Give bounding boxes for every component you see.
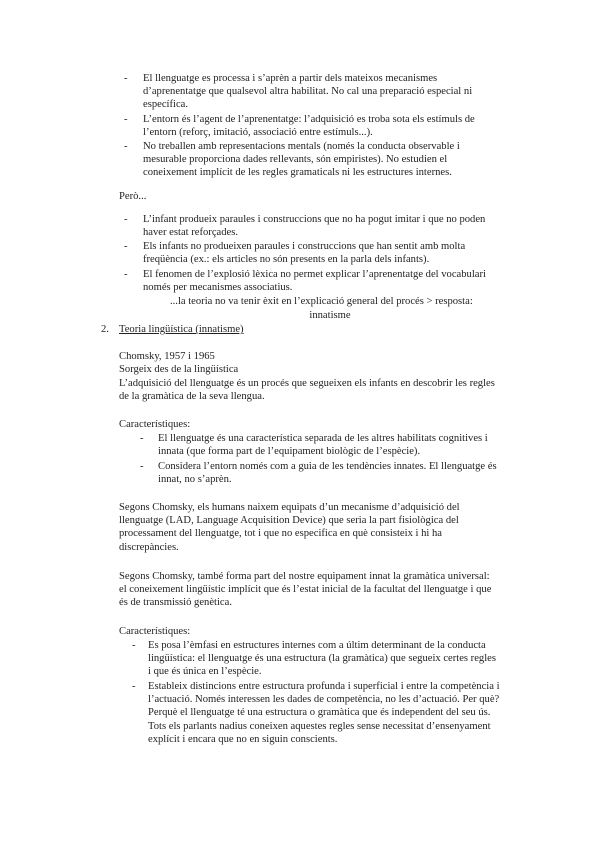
bullet-dash: - xyxy=(140,461,144,472)
bullet-item: L’entorn és l’agent de l’aprenentatge: l’adquisició es troba sota els estímuls de l’entorn (reforç, imitació, associació entre estímuls...). xyxy=(143,114,475,139)
conclusion-line: innatisme xyxy=(309,310,351,321)
bullet-item: Considera l’entorn només com a guia de les tendències innates. El llenguatge és innat, no s’aprèn. xyxy=(158,461,497,486)
bullet-dash: - xyxy=(124,269,128,280)
intro-paragraph: L’adquisició del llenguatge és un procés que segueixen els infants en descobrir les regles de la gramàtica de la seva llengua. xyxy=(119,378,495,403)
bullet-dash: - xyxy=(124,141,128,152)
bullet-item: Els infants no produeixen paraules i construccions que han sentit amb molta freqüència (ex.: els articles no són presents en la parla dels infants). xyxy=(143,241,466,266)
characteristics-label: Característiques: xyxy=(119,626,191,637)
bullet-item: El llenguatge és una característica separada de les altres habilitats cognitives i innata (que forma part de l’equipament biològic de l’espècie). xyxy=(158,433,488,458)
bullet-dash: - xyxy=(140,433,144,444)
section-title: Teoria lingüística (innatisme) xyxy=(119,324,244,335)
characteristics-label: Característiques: xyxy=(119,419,191,430)
bullet-dash: - xyxy=(132,681,136,692)
bullet-item: Estableix distincions entre estructura profunda i superficial i entre la competència i l’actuació. Només interessen les dades de competència, no les d’actuació. Per què? Perquè el llenguatge té una estructura o gramàtica que és independent del seu ús. Tots els parlants nadius coneixen aquestes regles sense necessitat d’ensenyament explícit i encara que no en siguin conscients. xyxy=(148,681,500,745)
bullet-item: El fenomen de l’explosió lèxica no permet explicar l’aprenentatge del vocabulari només per mecanismes associatius. xyxy=(143,269,486,294)
bullet-item: El llenguatge es processa i s’aprèn a partir dels mateixos mecanismes d’aprenentatge que qualsevol altra habilitat. No cal una preparació especial ni específica. xyxy=(143,73,473,111)
conclusion-line: ...la teoria no va tenir èxit en l’explicació general del procés > resposta: xyxy=(170,296,473,307)
bullet-item: L’infant produeix paraules i construccions que no ha pogut imitar i que no poden haver estat reforçades. xyxy=(143,214,486,239)
bullet-dash: - xyxy=(124,241,128,252)
ug-paragraph: Segons Chomsky, també forma part del nostre equipament innat la gramàtica universal: el coneixement lingüístic implícit que és l’estat inicial de la facultat del llenguatge i que és de transmissió genètica. xyxy=(119,571,492,609)
bullet-dash: - xyxy=(124,73,128,84)
origin-line: Sorgeix des de la lingüística xyxy=(119,364,239,375)
pero-text: Però... xyxy=(119,191,147,202)
bullet-dash: - xyxy=(124,214,128,225)
lad-paragraph: Segons Chomsky, els humans naixem equipats d’un mecanisme d’adquisició del llenguatge (LAD, Language Acquisition Device) que seria la part fisiològica del processament del llenguatge, tot i que no especifica en què consisteix i hi ha discrepàncies. xyxy=(119,502,460,553)
bullet-dash: - xyxy=(132,640,136,651)
bullet-item: Es posa l’èmfasi en estructures internes com a últim determinant de la conducta lingüística: el llenguatge és una estructura (la gramàtica) que segueix certes regles i que és única en l’espècie. xyxy=(148,640,496,678)
section-number: 2. xyxy=(101,324,109,335)
author-line: Chomsky, 1957 i 1965 xyxy=(119,351,215,362)
bullet-item: No treballen amb representacions mentals (només la conducta observable i mesurable proporciona dades rellevants, són empiristes). No estudien el coneixement implícit de les regles gramaticals ni les estructures internes. xyxy=(143,141,460,179)
bullet-dash: - xyxy=(124,114,128,125)
